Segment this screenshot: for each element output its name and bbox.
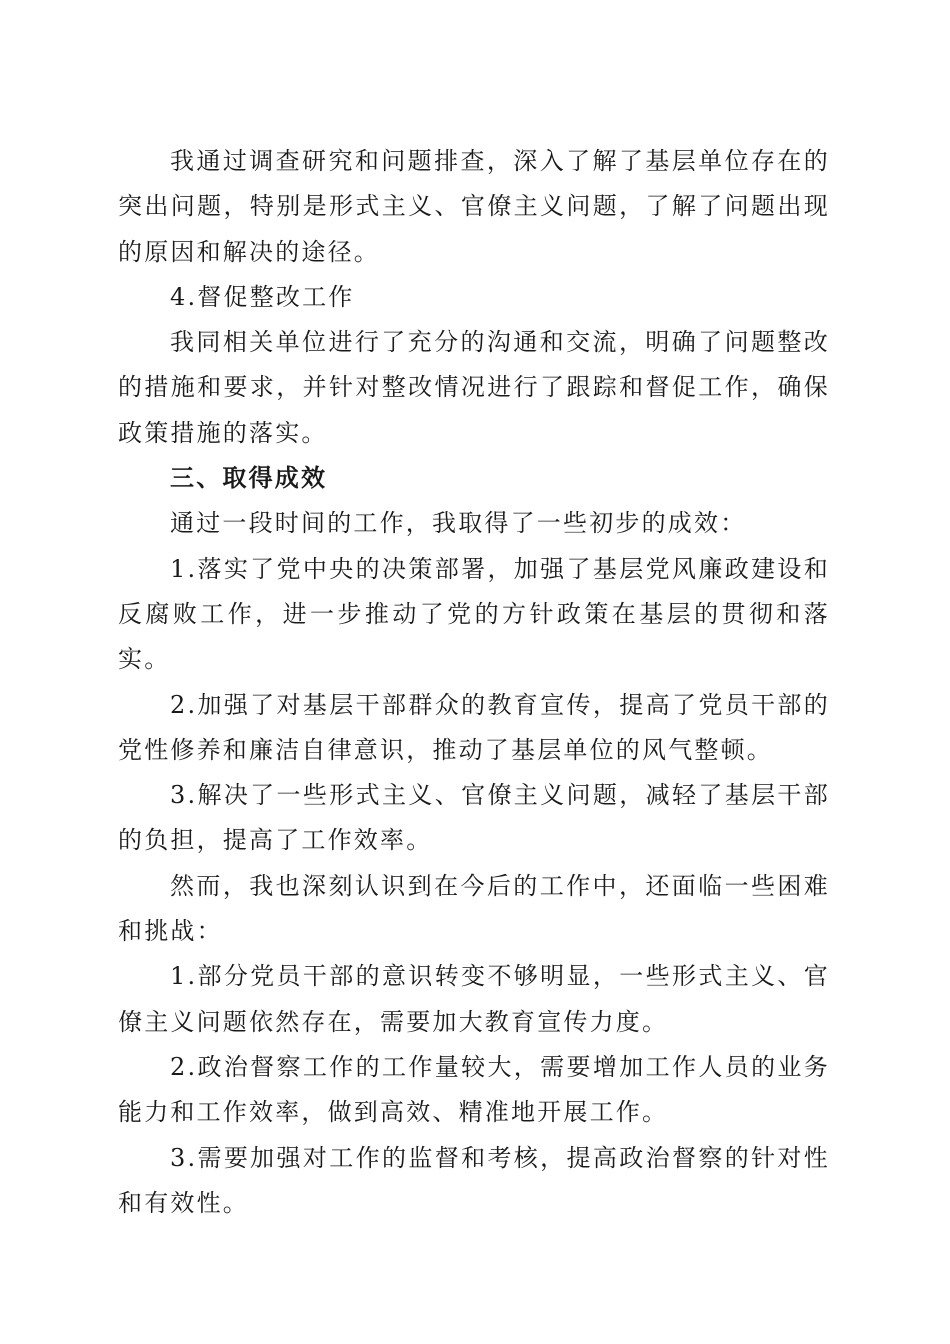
document-body xyxy=(118,139,830,1226)
paragraph-communication: 我同相关单位进行了充分的沟通和交流，明确了问题整改的措施和要求，并针对整改情况进行了跟踪和督促工作，确保政策措施的落实。 xyxy=(118,328,830,447)
paragraph-results-intro: 通过一段时间的工作，我取得了一些初步的成效： xyxy=(170,509,747,538)
list-item-challenge-2: 2.政治督察工作的工作量较大，需要增加工作人员的业务能力和工作效率，做到高效、精准地开展工作。 xyxy=(118,1052,830,1127)
list-item-result-3: 3.解决了一些形式主义、官僚主义问题，减轻了基层干部的负担，提高了工作效率。 xyxy=(118,781,830,855)
section-heading-results: 三、取得成效 xyxy=(170,464,328,493)
list-item-result-1: 1.落实了党中央的决策部署，加强了基层党风廉政建设和反腐败工作，进一步推动了党的方针政策在基层的贯彻和落实。 xyxy=(118,554,830,674)
paragraph-challenges-intro: 然而，我也深刻认识到在今后的工作中，还面临一些困难和挑战： xyxy=(118,871,830,946)
list-item-challenge-3: 3.需要加强对工作的监督和考核，提高政治督察的针对性和有效性。 xyxy=(118,1143,830,1217)
list-item-challenge-1: 1.部分党员干部的意识转变不够明显，一些形式主义、官僚主义问题依然存在，需要加大教育宣传力度。 xyxy=(118,962,830,1036)
subheading-rectification: 4.督促整改工作 xyxy=(170,282,355,311)
paragraph-investigation: 我通过调查研究和问题排查，深入了解了基层单位存在的突出问题，特别是形式主义、官僚主义问题，了解了问题出现的原因和解决的途径。 xyxy=(118,147,830,266)
list-item-result-2: 2.加强了对基层干部群众的教育宣传，提高了党员干部的党性修养和廉洁自律意识，推动了基层单位的风气整顿。 xyxy=(118,690,830,764)
